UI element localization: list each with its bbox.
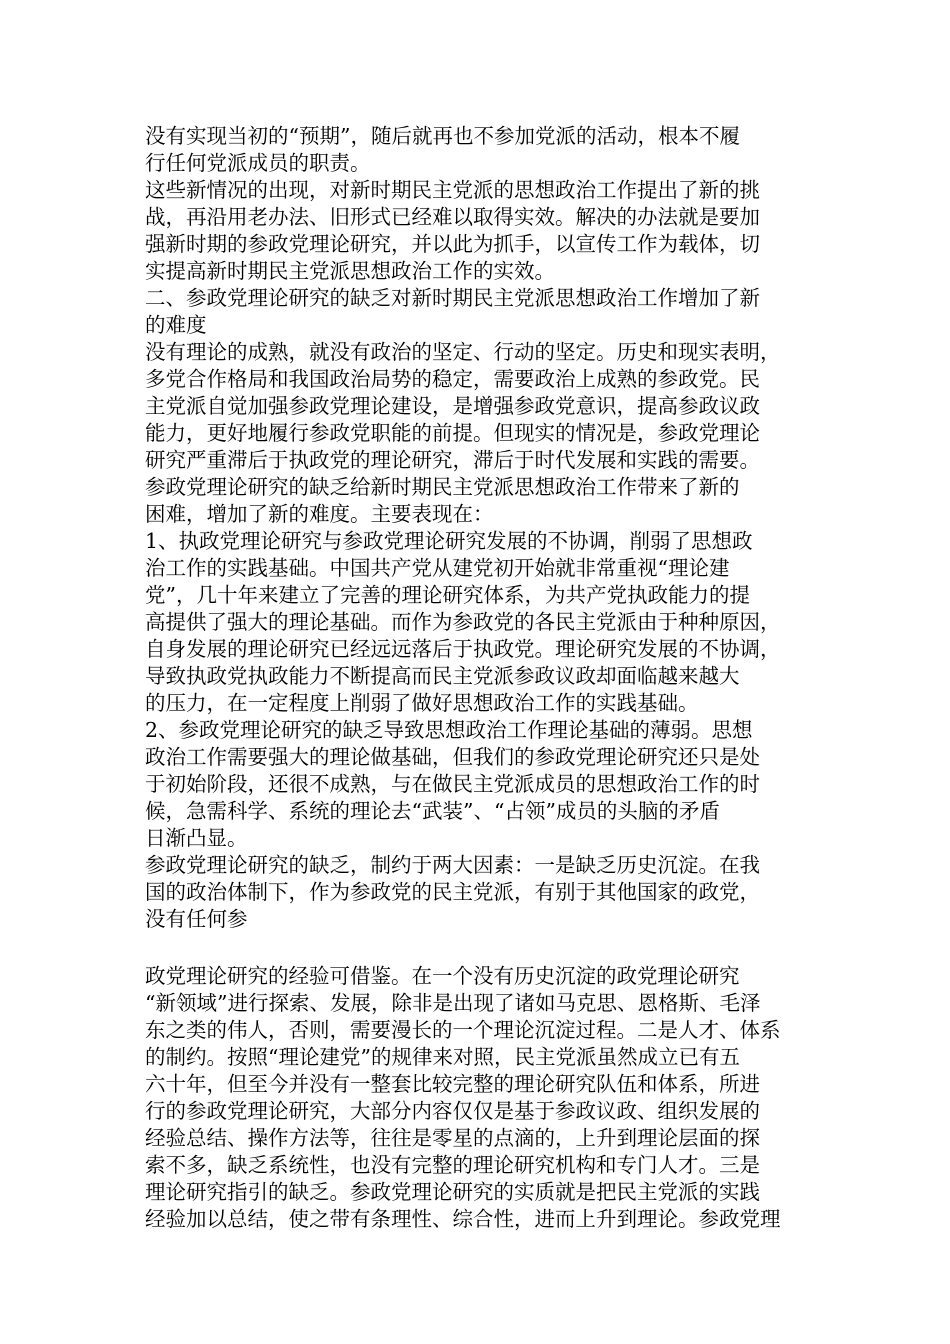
- text-line: 导致执政党执政能力不断提高而民主党派参政议政却面临越来越大: [145, 664, 740, 688]
- text-line: 战，再沿用老办法、旧形式已经难以取得实效。解决的办法就是要加: [145, 205, 760, 229]
- text-line: 候，急需科学、系统的理论去“武装”、“占领”成员的头脑的矛盾: [145, 799, 720, 823]
- text-line: 高提供了强大的理论基础。而作为参政党的各民主党派由于种种原因，: [145, 610, 781, 634]
- text-line: 困难，增加了新的难度。主要表现在：: [145, 502, 494, 526]
- text-line: 国的政治体制下，作为参政党的民主党派，有别于其他国家的政党，: [145, 880, 760, 904]
- text-line: 理论研究指引的缺乏。参政党理论研究的实质就是把民主党派的实践: [145, 1180, 760, 1204]
- text-line: 六十年，但至今并没有一整套比较完整的理论研究队伍和体系，所进: [145, 1072, 760, 1096]
- text-line: 研究严重滞后于执政党的理论研究，滞后于时代发展和实践的需要。: [145, 448, 760, 472]
- text-line: 没有任何参: [145, 907, 248, 931]
- text-line: 党”，几十年来建立了完善的理论研究体系，为共产党执政能力的提: [145, 583, 750, 607]
- text-line: 参政党理论研究的缺乏，制约于两大因素：一是缺乏历史沉淀。在我: [145, 853, 760, 877]
- text-line: 的压力，在一定程度上削弱了做好思想政治工作的实践基础。: [145, 691, 699, 715]
- text-line: 这些新情况的出现，对新时期民主党派的思想政治工作提出了新的挑: [145, 178, 760, 202]
- text-line: 1、执政党理论研究与参政党理论研究发展的不协调，削弱了思想政: [145, 529, 753, 553]
- text-line: 索不多，缺乏系统性，也没有完整的理论研究机构和专门人才。三是: [145, 1153, 760, 1177]
- text-line: 没有理论的成熟，就没有政治的坚定、行动的坚定。历史和现实表明，: [145, 340, 781, 364]
- text-line: 东之类的伟人，否则，需要漫长的一个理论沉淀过程。二是人才、体系: [145, 1018, 781, 1042]
- text-line: 多党合作格局和我国政治局势的稳定，需要政治上成熟的参政党。民: [145, 367, 760, 391]
- text-line: 于初始阶段，还很不成熟，与在做民主党派成员的思想政治工作的时: [145, 772, 760, 796]
- text-line: “新领域”进行探索、发展，除非是出现了诸如马克思、恩格斯、毛泽: [145, 991, 761, 1015]
- text-line: 行的参政党理论研究，大部分内容仅仅是基于参政议政、组织发展的: [145, 1099, 760, 1123]
- text-line: 实提高新时期民主党派思想政治工作的实效。: [145, 259, 555, 283]
- text-line: 主党派自觉加强参政党理论建设，是增强参政党意识，提高参政议政: [145, 394, 760, 418]
- text-line: 日渐凸显。: [145, 826, 248, 850]
- text-line: 经验总结、操作方法等，往往是零星的点滴的，上升到理论层面的探: [145, 1126, 760, 1150]
- text-line: 能力，更好地履行参政党职能的前提。但现实的情况是，参政党理论: [145, 421, 760, 445]
- section-heading: 的难度: [145, 313, 207, 337]
- text-line: 自身发展的理论研究已经远远落后于执政党。理论研究发展的不协调，: [145, 637, 781, 661]
- text-line: 政治工作需要强大的理论做基础，但我们的参政党理论研究还只是处: [145, 745, 760, 769]
- text-line: 政党理论研究的经验可借鉴。在一个没有历史沉淀的政党理论研究: [145, 964, 740, 988]
- page-text-top: [145, 123, 810, 933]
- text-line: 治工作的实践基础。中国共产党从建党初开始就非常重视“理论建: [145, 556, 730, 580]
- text-line: 强新时期的参政党理论研究，并以此为抓手，以宣传工作为载体，切: [145, 232, 760, 256]
- section-heading: 二、参政党理论研究的缺乏对新时期民主党派思想政治工作增加了新: [145, 286, 760, 310]
- text-line: 经验加以总结，使之带有条理性、综合性，进而上升到理论。参政党理: [145, 1207, 781, 1231]
- text-line: 行任何党派成员的职责。: [145, 151, 371, 175]
- text-line: 参政党理论研究的缺乏给新时期民主党派思想政治工作带来了新的: [145, 475, 740, 499]
- text-line: 的制约。按照“理论建党”的规律来对照，民主党派虽然成立已有五: [145, 1045, 740, 1069]
- text-line: 2、参政党理论研究的缺乏导致思想政治工作理论基础的薄弱。思想: [145, 718, 753, 742]
- text-line: 没有实现当初的“预期”，随后就再也不参加党派的活动，根本不履: [145, 124, 740, 148]
- page-text-bottom: [145, 963, 810, 1233]
